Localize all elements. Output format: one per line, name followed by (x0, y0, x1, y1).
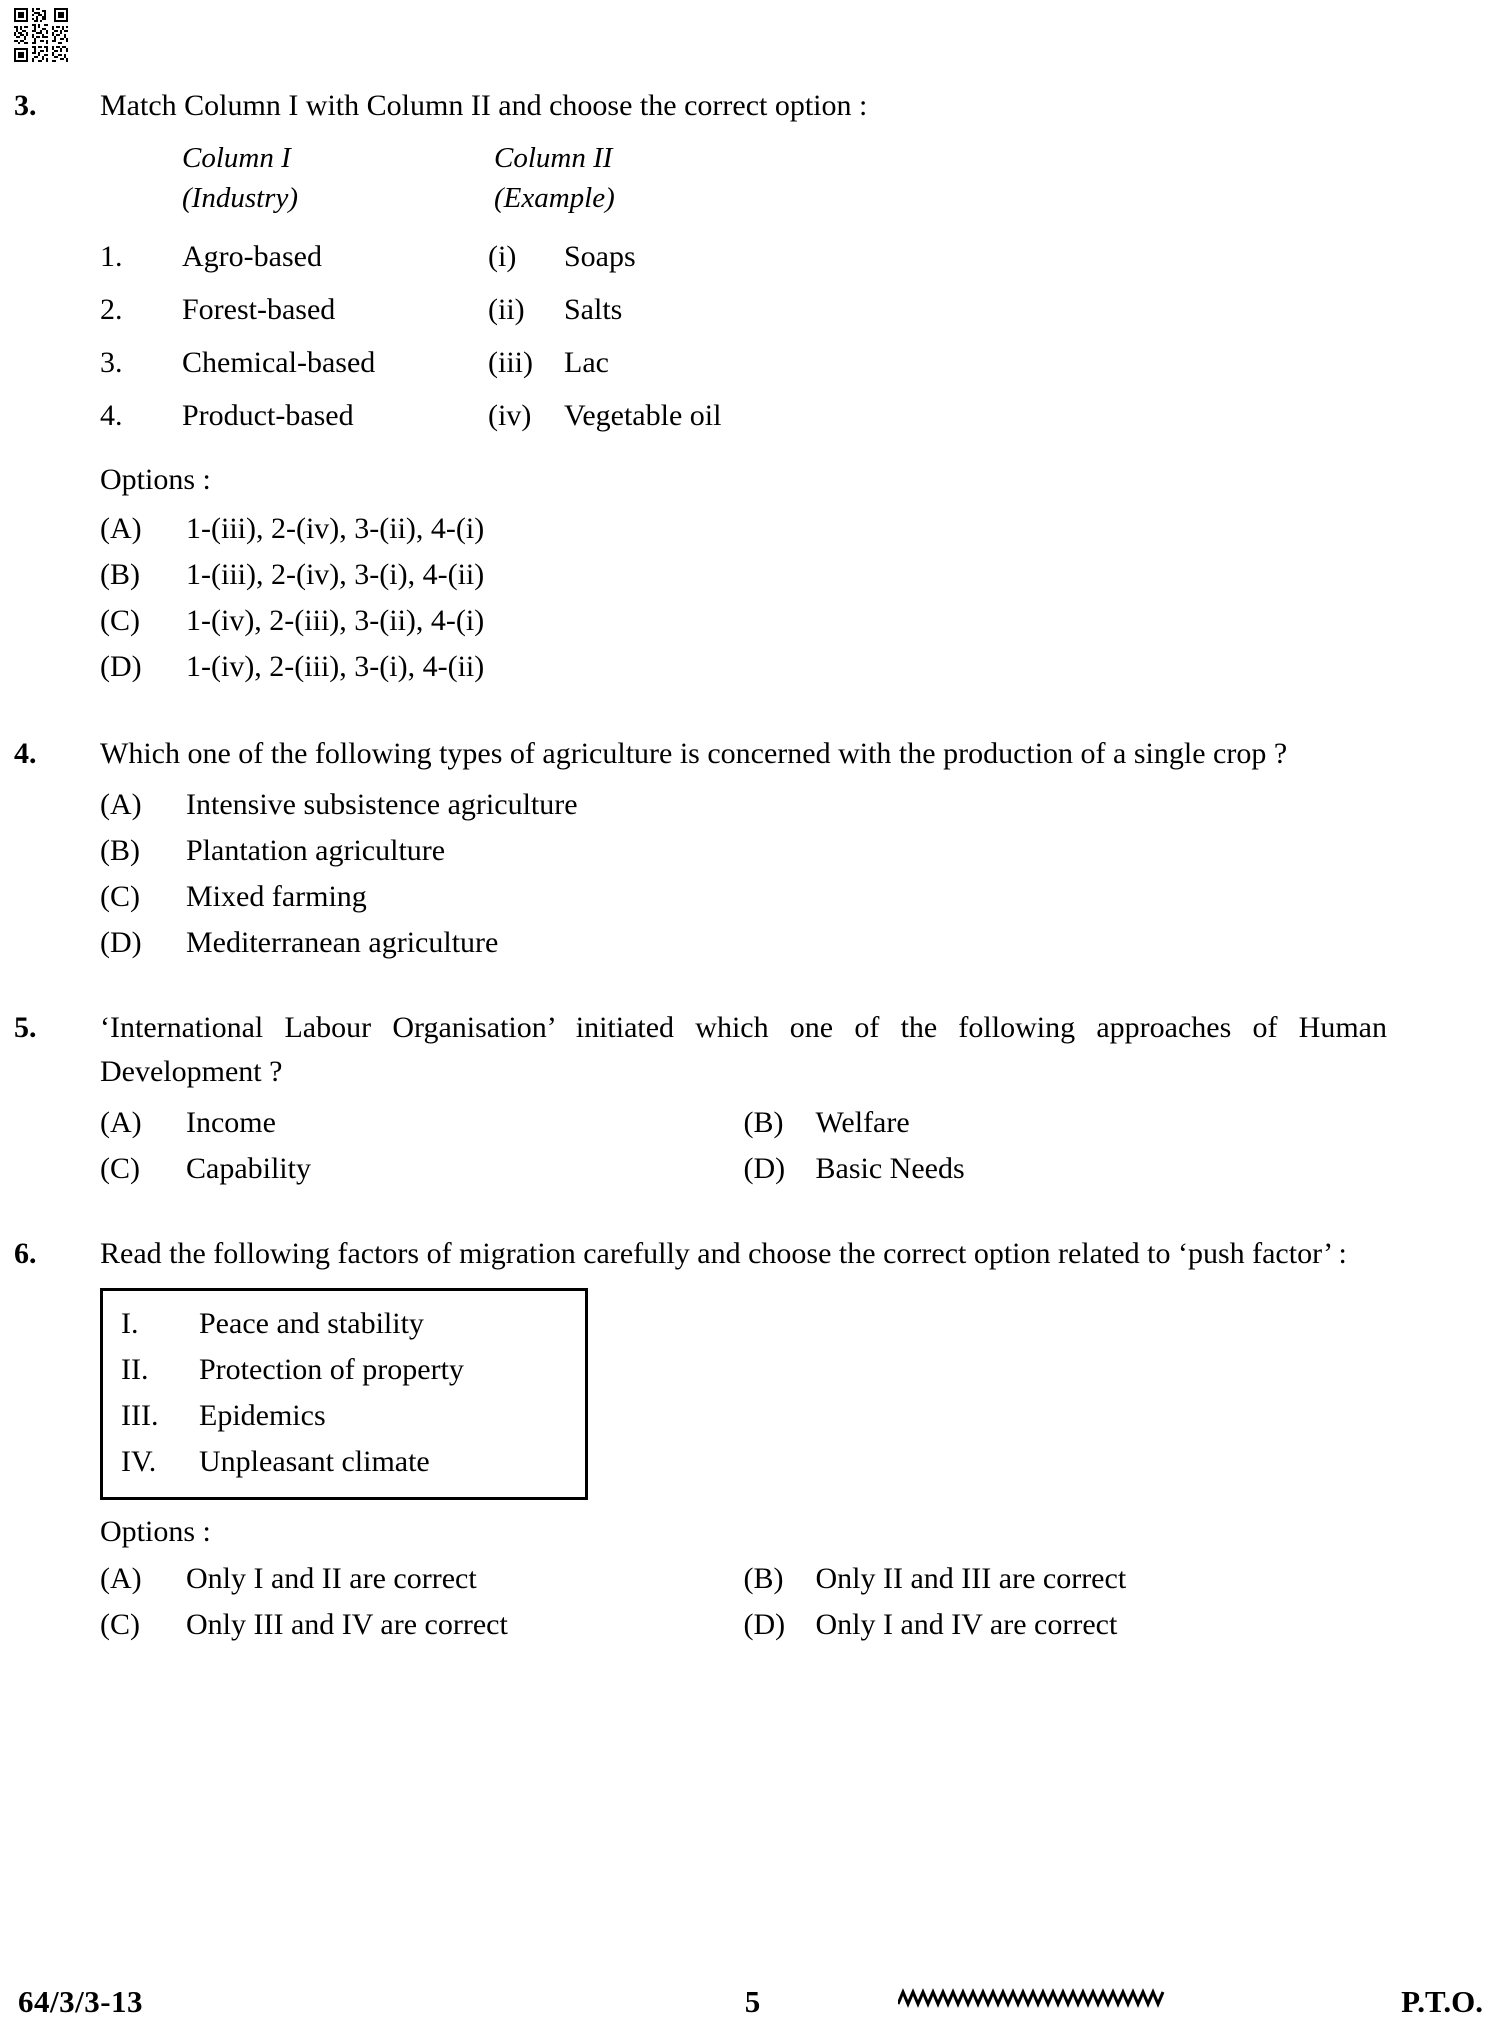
factor-label: Protection of property (199, 1353, 464, 1386)
row-number: 2. (100, 293, 123, 326)
option-text: Intensive subsistence agriculture (186, 788, 578, 821)
match-columns-table (100, 138, 1387, 442)
option-key: (D) (100, 650, 142, 683)
options-list (100, 1100, 1387, 1192)
factor-roman: I. (121, 1307, 139, 1340)
option-b[interactable] (100, 828, 1387, 874)
example-label: Vegetable oil (564, 399, 722, 432)
option-a[interactable] (100, 506, 1387, 552)
list-item (103, 1347, 585, 1393)
question-stem: Which one of the following types of agriculture is concerned with the production of a single crop ? (100, 737, 1288, 770)
option-b[interactable] (744, 1100, 1388, 1146)
industry-label: Agro-based (182, 240, 322, 273)
option-text: Plantation agriculture (186, 834, 446, 867)
options-label: Options : (100, 463, 211, 496)
factor-label: Epidemics (199, 1399, 326, 1432)
roman-label: (i) (488, 240, 517, 273)
option-text: Mediterranean agriculture (186, 926, 499, 959)
example-label: Salts (564, 293, 623, 326)
factor-label: Unpleasant climate (199, 1445, 430, 1478)
roman-label: (iv) (488, 399, 532, 432)
question-5 (0, 1006, 1505, 1192)
question-number: 5. (14, 1011, 37, 1044)
option-text: Capability (186, 1152, 311, 1185)
question-stem: Read the following factors of migration carefully and choose the correct option related to ‘push factor’ : (100, 1237, 1347, 1270)
option-c[interactable] (100, 1602, 744, 1648)
column-ii-subtitle: (Example) (494, 182, 615, 214)
option-d[interactable] (744, 1146, 1388, 1192)
question-6 (0, 1232, 1505, 1648)
option-key: (B) (743, 1106, 784, 1139)
table-row (100, 389, 1387, 442)
options-list (100, 782, 1387, 966)
option-key: (C) (100, 1608, 140, 1641)
question-4 (0, 732, 1505, 966)
table-row (100, 336, 1387, 389)
option-c[interactable] (100, 1146, 744, 1192)
example-label: Lac (564, 346, 609, 379)
table-row (100, 230, 1387, 283)
question-list (0, 84, 1505, 1654)
option-key: (B) (100, 558, 140, 591)
paper-code: 64/3/3-13 (18, 1984, 144, 2019)
option-text: Only I and IV are correct (815, 1608, 1118, 1641)
industry-label: Chemical-based (182, 346, 376, 379)
option-d[interactable] (100, 920, 1387, 966)
row-number: 1. (100, 240, 123, 273)
option-text: 1-(iv), 2-(iii), 3-(ii), 4-(i) (186, 604, 485, 637)
option-key: (D) (743, 1152, 786, 1185)
question-stem: Match Column I with Column II and choose the correct option : (100, 89, 868, 122)
option-b[interactable] (744, 1556, 1388, 1602)
option-d[interactable] (744, 1602, 1388, 1648)
options-label: Options : (100, 1515, 211, 1548)
question-number: 4. (14, 737, 37, 770)
roman-label: (iii) (488, 346, 533, 379)
option-key: (C) (100, 880, 140, 913)
option-key: (A) (100, 1562, 142, 1595)
options-list (100, 506, 1387, 690)
option-key: (A) (100, 512, 142, 545)
option-key: (B) (100, 834, 140, 867)
option-text: Only I and II are correct (186, 1562, 477, 1595)
page-number: 5 (744, 1984, 761, 2019)
factor-label: Peace and stability (199, 1307, 424, 1340)
list-item (103, 1301, 585, 1347)
option-b[interactable] (100, 552, 1387, 598)
table-row (100, 283, 1387, 336)
question-number: 3. (14, 89, 37, 122)
pto-label: P.T.O. (1401, 1984, 1483, 2019)
example-label: Soaps (564, 240, 636, 273)
option-text: 1-(iii), 2-(iv), 3-(i), 4-(ii) (186, 558, 485, 591)
list-item (103, 1439, 585, 1485)
option-c[interactable] (100, 874, 1387, 920)
option-text: Welfare (815, 1106, 910, 1139)
option-key: (A) (100, 1106, 142, 1139)
option-a[interactable] (100, 782, 1387, 828)
question-3 (0, 84, 1505, 690)
column-i-title: Column I (182, 142, 291, 174)
option-text: Basic Needs (815, 1152, 965, 1185)
factor-roman: II. (121, 1353, 149, 1386)
options-list (100, 1556, 1387, 1648)
option-a[interactable] (100, 1100, 744, 1146)
option-text: Mixed farming (186, 880, 367, 913)
list-item (103, 1393, 585, 1439)
option-text: Only III and IV are correct (186, 1608, 508, 1641)
column-i-subtitle: (Industry) (182, 182, 298, 214)
question-number: 6. (14, 1237, 37, 1270)
option-key: (C) (100, 1152, 140, 1185)
option-d[interactable] (100, 644, 1387, 690)
option-text: Only II and III are correct (815, 1562, 1127, 1595)
option-key: (D) (743, 1608, 786, 1641)
factors-box (100, 1288, 588, 1500)
option-key: (B) (743, 1562, 784, 1595)
zigzag-line-icon (898, 1986, 1166, 2012)
row-number: 4. (100, 399, 123, 432)
option-c[interactable] (100, 598, 1387, 644)
option-key: (D) (100, 926, 142, 959)
industry-label: Product-based (182, 399, 354, 432)
option-text: Income (186, 1106, 276, 1139)
qr-code-icon (12, 6, 70, 64)
row-number: 3. (100, 346, 123, 379)
option-text: 1-(iii), 2-(iv), 3-(ii), 4-(i) (186, 512, 485, 545)
factor-roman: III. (121, 1399, 159, 1432)
industry-label: Forest-based (182, 293, 336, 326)
column-ii-title: Column II (494, 142, 613, 174)
question-stem: ‘International Labour Organisation’ initiated which one of the following approaches of Human Development ? (100, 1011, 1387, 1088)
option-key: (A) (100, 788, 142, 821)
option-text: 1-(iv), 2-(iii), 3-(i), 4-(ii) (186, 650, 485, 683)
option-key: (C) (100, 604, 140, 637)
option-a[interactable] (100, 1556, 744, 1602)
roman-label: (ii) (488, 293, 525, 326)
page-footer (0, 1970, 1505, 2020)
factor-roman: IV. (121, 1445, 157, 1478)
